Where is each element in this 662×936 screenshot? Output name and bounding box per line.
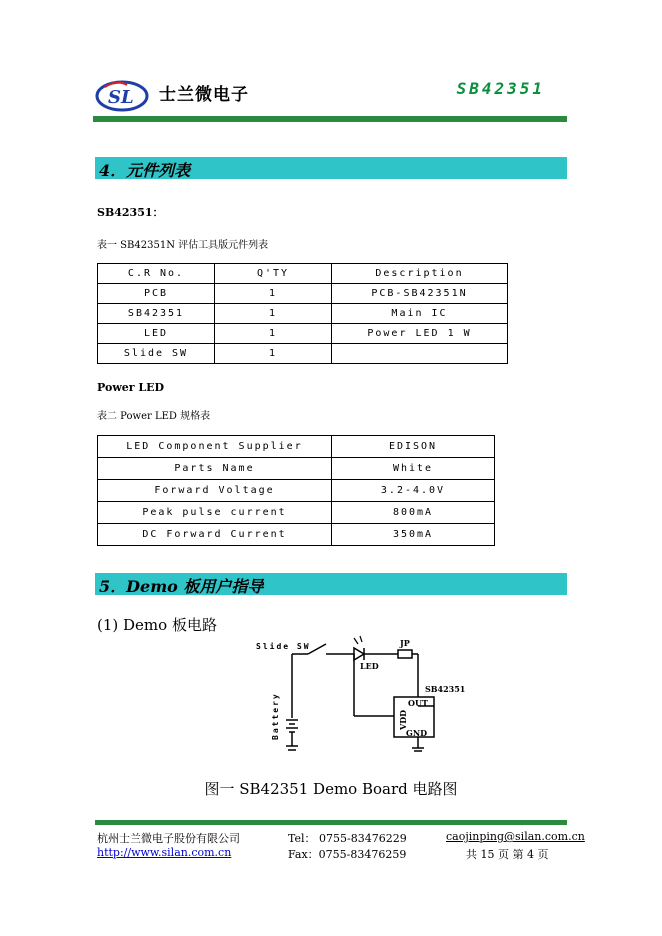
- footer-company: 杭州士兰微电子股份有限公司: [97, 832, 240, 845]
- power-led-heading: Power LED: [97, 381, 165, 394]
- out-label: OUT: [408, 698, 428, 708]
- table-cell: PCB-SB42351N: [332, 284, 508, 304]
- power-led-spec-table: [97, 435, 495, 546]
- component-list-table: [97, 263, 508, 364]
- section-5-bar: [95, 573, 567, 595]
- footer-page-count: 共 15 页 第 4 页: [466, 848, 549, 861]
- table-cell: 3.2-4.0V: [332, 480, 495, 502]
- company-name: 士兰微电子: [159, 85, 249, 105]
- footer-fax: Fax：0755-83476259: [288, 848, 407, 861]
- footer-tel: Tel： 0755-83476229: [288, 832, 407, 845]
- logo-text: SL: [108, 87, 134, 108]
- table-cell: 350mA: [332, 524, 495, 546]
- document-id: SB42351: [456, 79, 545, 98]
- table2-caption: 表二 Power LED 规格表: [97, 411, 211, 422]
- table-row: [98, 344, 508, 364]
- table-row: [98, 524, 495, 546]
- table-header-row: [98, 264, 508, 284]
- sb42351-subheading: SB42351：: [97, 206, 164, 219]
- table-row: [98, 480, 495, 502]
- table-row: [98, 436, 495, 458]
- table-cell: Forward Voltage: [98, 480, 332, 502]
- table-row: [98, 324, 508, 344]
- table-row: [98, 458, 495, 480]
- header-rule: [93, 116, 567, 122]
- table-cell: Main IC: [332, 304, 508, 324]
- table-cell: LED Component Supplier: [98, 436, 332, 458]
- table-cell: EDISON: [332, 436, 495, 458]
- jp-label: JP: [400, 638, 410, 648]
- section-4-title: 4．元件列表: [99, 161, 191, 180]
- table-header-cell: Q'TY: [215, 264, 332, 284]
- demo-board-circuit: [250, 634, 475, 762]
- table-cell: PCB: [98, 284, 215, 304]
- table-cell: Peak pulse current: [98, 502, 332, 524]
- table-cell: 1: [215, 344, 332, 364]
- footer-email-link[interactable]: caojinping@silan.com.cn: [446, 830, 585, 843]
- led-emission-icon: [354, 636, 362, 644]
- table-cell: 1: [215, 324, 332, 344]
- section-5-title: 5．Demo 板用户指导: [99, 577, 264, 596]
- table-row: [98, 304, 508, 324]
- led-label: LED: [360, 661, 379, 671]
- table1-caption: 表一 SB42351N 评估工具版元件列表: [97, 240, 269, 251]
- table-row: [98, 502, 495, 524]
- table-cell: 1: [215, 304, 332, 324]
- switch-label: Slide SW: [256, 642, 311, 651]
- table-cell: [332, 344, 508, 364]
- table-header-cell: Description: [332, 264, 508, 284]
- footer-rule: [95, 820, 567, 825]
- ic-label: SB42351: [425, 684, 466, 694]
- circuit-heading: (1) Demo 板电路: [97, 616, 217, 634]
- table-cell: LED: [98, 324, 215, 344]
- table-cell: White: [332, 458, 495, 480]
- table-row: [98, 284, 508, 304]
- figure-caption: 图一 SB42351 Demo Board 电路图: [204, 780, 458, 798]
- gnd-label: GND: [406, 728, 428, 738]
- table-cell: Parts Name: [98, 458, 332, 480]
- section-4-bar: [95, 157, 567, 179]
- battery-label: Battery: [271, 692, 280, 740]
- table-cell: Power LED 1 W: [332, 324, 508, 344]
- footer-website-link[interactable]: http://www.silan.com.cn: [97, 846, 232, 859]
- silan-logo: [95, 77, 149, 113]
- table-cell: 800mA: [332, 502, 495, 524]
- table-cell: Slide SW: [98, 344, 215, 364]
- vdd-label: VDD: [398, 709, 408, 730]
- table-cell: 1: [215, 284, 332, 304]
- table-cell: DC Forward Current: [98, 524, 332, 546]
- table-cell: SB42351: [98, 304, 215, 324]
- table-header-cell: C.R No.: [98, 264, 215, 284]
